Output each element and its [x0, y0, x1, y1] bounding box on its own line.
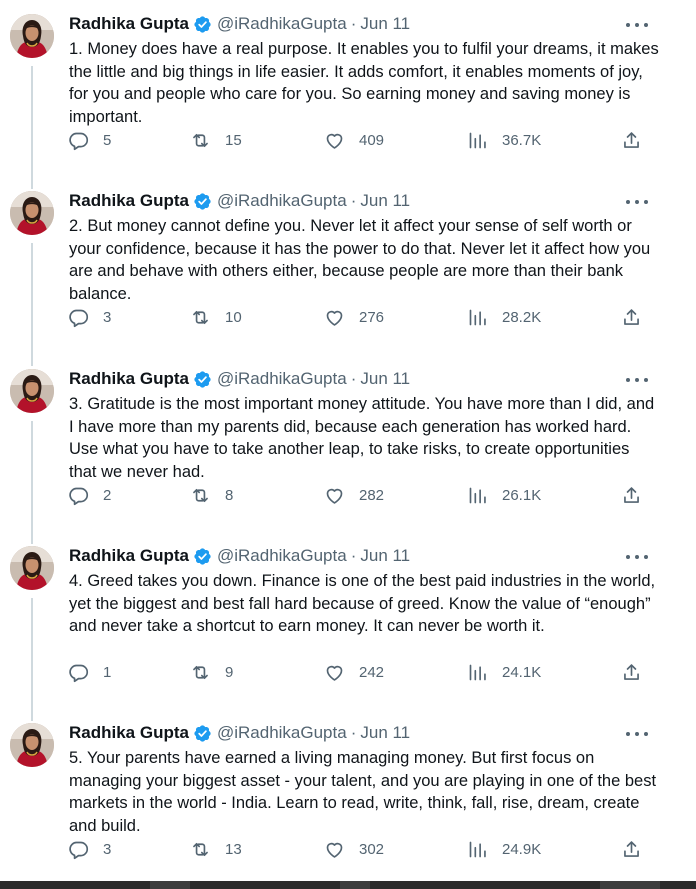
verified-badge-icon: [193, 15, 212, 34]
reply-icon: [68, 307, 89, 328]
separator-dot: ·: [350, 546, 357, 565]
views-icon: [467, 662, 488, 683]
author-name[interactable]: Radhika Gupta: [69, 546, 189, 565]
like-button[interactable]: [324, 662, 384, 683]
like-count: 302: [359, 841, 385, 858]
share-button[interactable]: [621, 307, 642, 328]
tweet[interactable]: [0, 0, 696, 177]
tweet[interactable]: [0, 532, 696, 709]
views-button[interactable]: [467, 485, 541, 506]
retweet-button[interactable]: [190, 662, 233, 683]
like-button[interactable]: [324, 839, 384, 860]
tweet-text: 4. Greed takes you down. Finance is one of the best paid industries in the world, yet the biggest and best fall hard because of greed. Know the value of “enough” and never take a shortcut to earn money. It can never be worth it.: [69, 572, 656, 635]
retweet-icon: [190, 130, 211, 151]
reply-button[interactable]: [68, 839, 111, 860]
reply-count: 3: [103, 841, 112, 858]
separator-dot: ·: [350, 369, 357, 388]
tweet-text: 1. Money does have a real purpose. It enables you to fulfil your dreams, it makes the little and big things in life easier. It adds comfort, it enables moments of joy, for you and people who care for you. So earning money and saving money is important.: [69, 40, 659, 126]
tweet-actions: [0, 307, 696, 331]
retweet-icon: [190, 662, 211, 683]
view-count: 26.1K: [502, 487, 542, 504]
share-icon: [621, 130, 642, 151]
reply-count: 1: [103, 664, 112, 681]
thread-connector: [31, 66, 33, 189]
author-handle[interactable]: @iRadhikaGupta: [216, 14, 347, 33]
like-count: 276: [359, 309, 385, 326]
verified-badge-icon: [193, 547, 212, 566]
more-icon[interactable]: [626, 15, 648, 35]
views-button[interactable]: [467, 130, 541, 151]
views-icon: [467, 130, 488, 151]
tweet-header: [69, 190, 410, 212]
avatar[interactable]: [10, 191, 54, 235]
tweet-actions: [0, 485, 696, 509]
views-icon: [467, 485, 488, 506]
thread-connector: [31, 243, 33, 366]
tweet-text: 3. Gratitude is the most important money attitude. You have more than I did, and I have more than my parents did, because each generation has worked hard. Use what you have to take another leap, to take risks, to create opportunities that we never had.: [69, 395, 655, 481]
view-count: 28.2K: [502, 309, 542, 326]
author-handle[interactable]: @iRadhikaGupta: [216, 723, 347, 742]
views-button[interactable]: [467, 307, 541, 328]
tweet-actions: [0, 662, 696, 686]
views-button[interactable]: [467, 662, 541, 683]
author-name[interactable]: Radhika Gupta: [69, 369, 189, 388]
more-icon[interactable]: [626, 724, 648, 744]
retweet-count: 8: [225, 487, 234, 504]
tweet-actions: [0, 130, 696, 154]
retweet-button[interactable]: [190, 307, 242, 328]
taskbar-strip: [0, 881, 696, 889]
reply-count: 5: [103, 132, 112, 149]
tweet[interactable]: [0, 355, 696, 532]
tweet-timestamp[interactable]: Jun 11: [360, 14, 411, 33]
reply-icon: [68, 662, 89, 683]
share-button[interactable]: [621, 662, 642, 683]
tweet-timestamp[interactable]: Jun 11: [360, 369, 411, 388]
tweet-header: [69, 368, 410, 390]
like-button[interactable]: [324, 130, 384, 151]
share-icon: [621, 307, 642, 328]
author-name[interactable]: Radhika Gupta: [69, 723, 189, 742]
retweet-count: 15: [225, 132, 242, 149]
verified-badge-icon: [193, 192, 212, 211]
tweet-header: [69, 13, 410, 35]
separator-dot: ·: [350, 191, 357, 210]
heart-icon: [324, 130, 345, 151]
author-handle[interactable]: @iRadhikaGupta: [216, 546, 347, 565]
tweet[interactable]: [0, 709, 696, 886]
like-count: 409: [359, 132, 385, 149]
more-icon[interactable]: [626, 192, 648, 212]
reply-button[interactable]: [68, 130, 111, 151]
views-icon: [467, 839, 488, 860]
like-button[interactable]: [324, 307, 384, 328]
heart-icon: [324, 839, 345, 860]
retweet-icon: [190, 485, 211, 506]
view-count: 24.9K: [502, 841, 542, 858]
reply-button[interactable]: [68, 662, 111, 683]
thread-connector: [31, 421, 33, 544]
reply-icon: [68, 485, 89, 506]
retweet-count: 10: [225, 309, 242, 326]
reply-icon: [68, 130, 89, 151]
like-count: 242: [359, 664, 385, 681]
retweet-button[interactable]: [190, 485, 233, 506]
avatar[interactable]: [10, 369, 54, 413]
tweet-timestamp[interactable]: Jun 11: [360, 723, 411, 742]
tweet-timestamp[interactable]: Jun 11: [360, 191, 411, 210]
avatar[interactable]: [10, 14, 54, 58]
share-button[interactable]: [621, 839, 642, 860]
view-count: 24.1K: [502, 664, 542, 681]
reply-count: 2: [103, 487, 112, 504]
verified-badge-icon: [193, 370, 212, 389]
like-count: 282: [359, 487, 385, 504]
heart-icon: [324, 485, 345, 506]
author-name[interactable]: Radhika Gupta: [69, 14, 189, 33]
separator-dot: ·: [350, 723, 357, 742]
retweet-count: 9: [225, 664, 234, 681]
author-name[interactable]: Radhika Gupta: [69, 191, 189, 210]
avatar[interactable]: [10, 723, 54, 767]
views-button[interactable]: [467, 839, 541, 860]
views-icon: [467, 307, 488, 328]
author-handle[interactable]: @iRadhikaGupta: [216, 369, 347, 388]
share-button[interactable]: [621, 130, 642, 151]
view-count: 36.7K: [502, 132, 542, 149]
retweet-icon: [190, 839, 211, 860]
reply-count: 3: [103, 309, 112, 326]
more-icon[interactable]: [626, 547, 648, 567]
thread-connector: [31, 598, 33, 721]
tweet-timestamp[interactable]: Jun 11: [360, 546, 411, 565]
share-icon: [621, 485, 642, 506]
heart-icon: [324, 307, 345, 328]
retweet-button[interactable]: [190, 130, 242, 151]
heart-icon: [324, 662, 345, 683]
retweet-button[interactable]: [190, 839, 242, 860]
separator-dot: ·: [350, 14, 357, 33]
retweet-count: 13: [225, 841, 242, 858]
tweet-text: 5. Your parents have earned a living managing money. But first focus on managing your biggest asset - your talent, and you are playing in one of the best markets in the world - India. Learn to read, write, think, fall, rise, dream, create and build.: [69, 749, 657, 835]
more-icon[interactable]: [626, 370, 648, 390]
verified-badge-icon: [193, 724, 212, 743]
reply-button[interactable]: [68, 307, 111, 328]
avatar[interactable]: [10, 546, 54, 590]
tweet-text: 2. But money cannot define you. Never let it affect your sense of self worth or your confidence, because it has the power to do that. Never let it affect how you are and behave with others either, because people are more than their bank balance.: [69, 217, 651, 303]
tweet-actions: [0, 839, 696, 863]
tweet-header: [69, 722, 410, 744]
reply-icon: [68, 839, 89, 860]
like-button[interactable]: [324, 485, 384, 506]
tweet[interactable]: [0, 177, 696, 354]
retweet-icon: [190, 307, 211, 328]
share-button[interactable]: [621, 485, 642, 506]
tweet-header: [69, 545, 410, 567]
reply-button[interactable]: [68, 485, 111, 506]
share-icon: [621, 662, 642, 683]
share-icon: [621, 839, 642, 860]
author-handle[interactable]: @iRadhikaGupta: [216, 191, 347, 210]
